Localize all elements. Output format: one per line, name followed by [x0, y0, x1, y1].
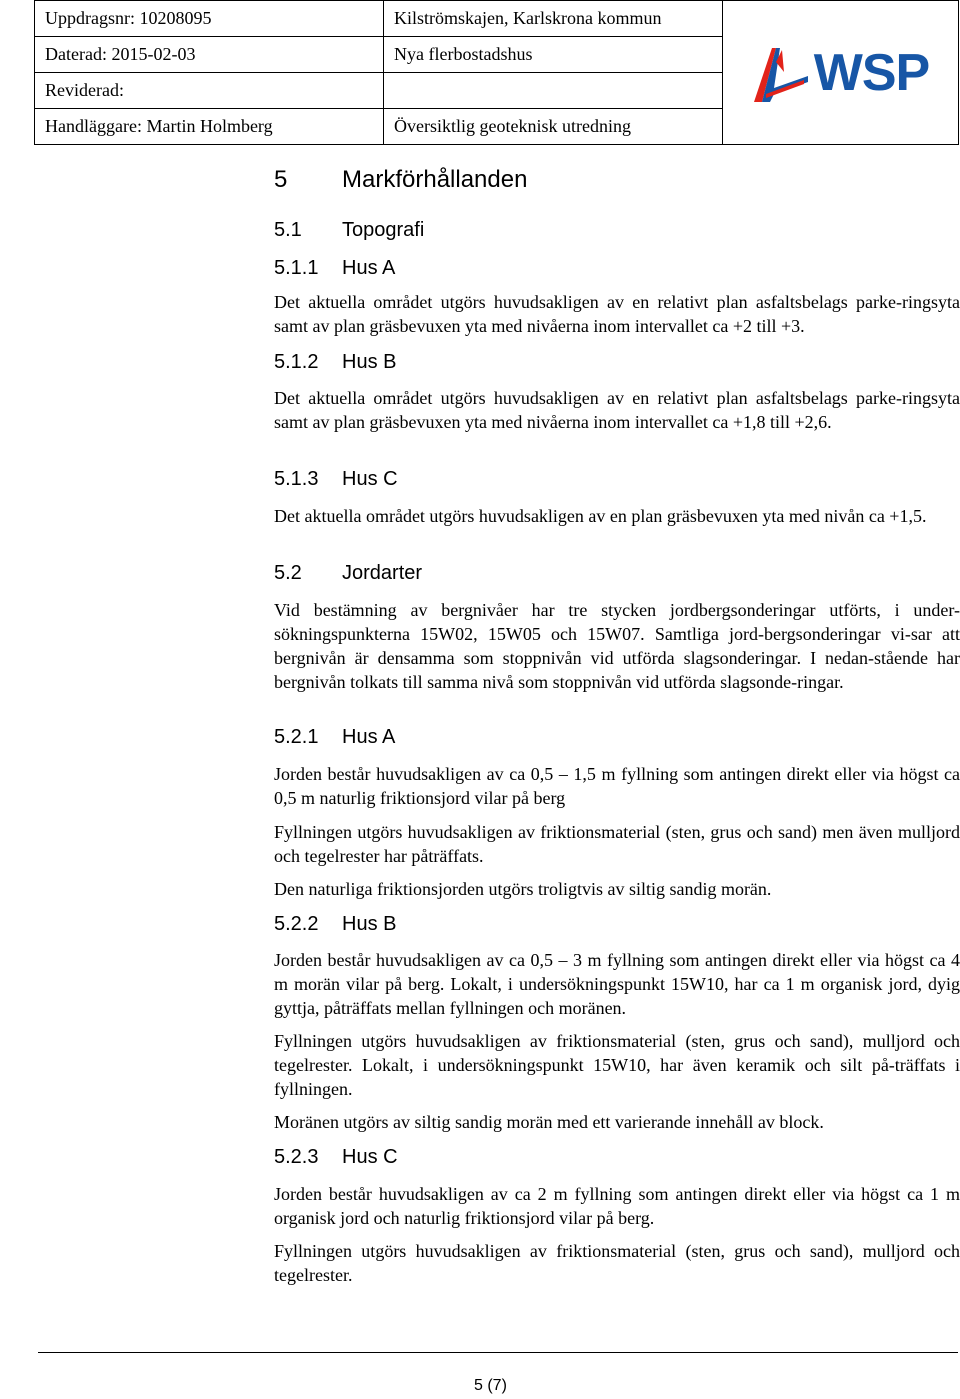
page-number: 5 (7): [474, 1377, 507, 1394]
heading-title: Hus C: [342, 1146, 398, 1168]
subject: Nya flerbostadshus: [384, 37, 723, 73]
heading-title: Hus A: [342, 726, 396, 748]
footer-divider: [38, 1352, 958, 1353]
heading-5-1-1: [274, 257, 395, 280]
paragraph: Det aktuella området utgörs huvudsakligen av en plan gräsbevuxen yta med nivån ca +1,5.: [274, 506, 927, 526]
assignment-number: Uppdragsnr: 10208095: [35, 1, 384, 37]
heading-title: Hus B: [342, 351, 397, 373]
heading-number: 5.2: [274, 562, 302, 584]
heading-5-1-2: [274, 351, 396, 374]
wsp-logo-mark-icon: [752, 42, 810, 104]
heading-title: Topografi: [342, 219, 425, 241]
heading-5-2-2: [274, 913, 396, 936]
heading-number: 5.2.1: [274, 726, 319, 748]
heading-title: Hus B: [342, 913, 397, 935]
heading-number: 5.1.1: [274, 257, 319, 279]
heading-number: 5.2.3: [274, 1146, 319, 1168]
paragraph: Moränen utgörs av siltig sandig morän med ett varierande innehåll av block.: [274, 1112, 824, 1132]
project-name: Kilströmskajen, Karlskrona kommun: [384, 1, 723, 37]
paragraph: Det aktuella området utgörs huvudsakligen av en relativt plan asfaltsbelags parke-ringsyta samt av plan gräsbevuxen yta med nivåerna inom intervallet ca +2 till +3.: [274, 292, 960, 336]
paragraph: Fyllningen utgörs huvudsakligen av friktionsmaterial (sten, grus och sand), mulljord och tegelrester.: [274, 1241, 960, 1285]
heading-5-2: [274, 562, 422, 585]
empty-cell: [384, 73, 723, 109]
paragraph: Jorden består huvudsakligen av ca 0,5 – 1,5 m fyllning som antingen direkt eller via högst ca 0,5 m naturlig friktionsjord vilar på berg: [274, 764, 960, 808]
heading-5-1: [274, 219, 424, 242]
paragraph: Vid bestämning av bergnivåer har tre stycken jordbergsonderingar utförts, i under-sökningspunkterna 15W02, 15W05 och 15W07. Samtliga jord-bergsonderingar vi-sar att bergnivån är densamma som stoppnivån vid utförda slagsonderingar. I nedan-stående har bergnivån tolkats till samma nivå som stoppnivån vid utförda slagsonde-ringar.: [274, 600, 960, 692]
heading-number: 5.2.2: [274, 913, 319, 935]
wsp-logo: [723, 1, 958, 144]
paragraph: Jorden består huvudsakligen av ca 0,5 – 3 m fyllning som antingen direkt eller via högst ca 4 m morän vilar på berg. Lokalt, i undersökningspunkt 15W10, har ca 1 m organisk jord, dyig gyttja, påträffats mellan fyllningen och moränen.: [274, 950, 960, 1018]
heading-5-2-1: [274, 726, 395, 749]
paragraph: Fyllningen utgörs huvudsakligen av friktionsmaterial (sten, grus och sand), mulljord och tegelrester. Lokalt, i undersökningspunkt 15W10, har även keramik och silt på-träffats i fyllningen.: [274, 1031, 960, 1099]
heading-number: 5.1.2: [274, 351, 319, 373]
document-header: [34, 0, 959, 145]
heading-title: Markförhållanden: [342, 166, 528, 193]
heading-5-2-3: [274, 1146, 398, 1169]
paragraph: Jorden består huvudsakligen av ca 2 m fyllning som antingen direkt eller via högst ca 1 m organisk jord och naturlig friktionsjord vilar på berg.: [274, 1184, 960, 1228]
heading-title: Hus A: [342, 257, 396, 279]
heading-number: 5.1.3: [274, 468, 319, 490]
wsp-wordmark: WSP: [813, 43, 930, 102]
dated: Daterad: 2015-02-03: [35, 37, 384, 73]
heading-number: 5.1: [274, 219, 302, 241]
paragraph: Det aktuella området utgörs huvudsakligen av en relativt plan asfaltsbelags parke-ringsyta samt av plan gräsbevuxen yta med nivåerna inom intervallet ca +1,8 till +2,6.: [274, 388, 960, 432]
logo-cell: [723, 1, 959, 145]
revised: Reviderad:: [35, 73, 384, 109]
heading-5: [274, 166, 527, 194]
heading-5-1-3: [274, 468, 398, 491]
heading-number: 5: [274, 166, 288, 193]
report-type: Översiktlig geoteknisk utredning: [384, 109, 723, 145]
paragraph: Den naturliga friktionsjorden utgörs troligtvis av siltig sandig morän.: [274, 879, 772, 899]
handler: Handläggare: Martin Holmberg: [35, 109, 384, 145]
heading-title: Jordarter: [342, 562, 423, 584]
heading-title: Hus C: [342, 468, 398, 490]
paragraph: Fyllningen utgörs huvudsakligen av friktionsmaterial (sten, grus och sand) men även mulljord och tegelrester har påträffats.: [274, 822, 960, 866]
